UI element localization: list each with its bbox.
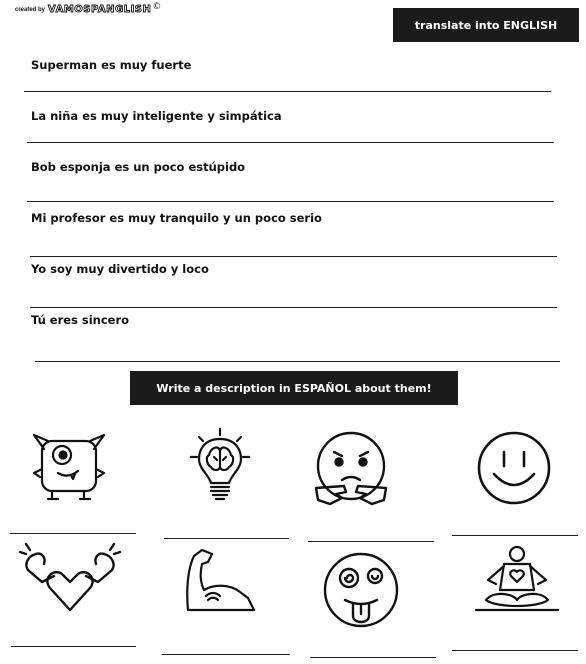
brain-lightbulb-icon <box>189 427 251 505</box>
description-line-4[interactable] <box>452 535 578 536</box>
credit-line <box>15 1 162 15</box>
description-line-5[interactable] <box>11 646 136 647</box>
copyright-mark: © <box>152 1 162 12</box>
description-line-6[interactable] <box>162 654 290 655</box>
meditating-person-icon <box>474 544 560 614</box>
description-line-2[interactable] <box>164 538 289 539</box>
silly-tongue-emoji-icon <box>321 550 401 634</box>
shy-emoji-icon <box>306 428 396 512</box>
flexed-arm-icon <box>184 548 256 614</box>
description-line-8[interactable] <box>452 650 578 651</box>
description-line-3[interactable] <box>308 541 434 542</box>
answer-line-3[interactable] <box>27 201 554 202</box>
sentence-2: La niña es muy inteligente y simpática <box>31 109 282 123</box>
credit-brand-logo: VAMOSPANGLISH <box>48 4 152 15</box>
answer-line-4[interactable] <box>30 256 557 257</box>
answer-line-6[interactable] <box>35 361 560 362</box>
monster-icon <box>30 425 108 503</box>
sentence-6: Tú eres sincero <box>31 313 130 327</box>
answer-line-5[interactable] <box>30 307 557 308</box>
sentence-1: Superman es muy fuerte <box>31 58 192 72</box>
smiley-icon <box>476 430 552 506</box>
sentence-5: Yo soy muy divertido y loco <box>31 262 209 276</box>
answer-line-2[interactable] <box>27 142 554 143</box>
sentence-3: Bob esponja es un poco estúpido <box>31 160 246 174</box>
sentence-4: Mi profesor es muy tranquilo y un poco serio <box>31 211 322 225</box>
description-line-1[interactable] <box>10 533 136 534</box>
strong-heart-icon <box>18 542 122 614</box>
translate-banner: translate into ENGLISH <box>393 8 579 42</box>
description-banner: Write a description in ESPAÑOL about them! <box>130 371 458 405</box>
credit-prefix: created by <box>15 6 46 13</box>
answer-line-1[interactable] <box>24 91 551 92</box>
description-line-7[interactable] <box>310 657 436 658</box>
